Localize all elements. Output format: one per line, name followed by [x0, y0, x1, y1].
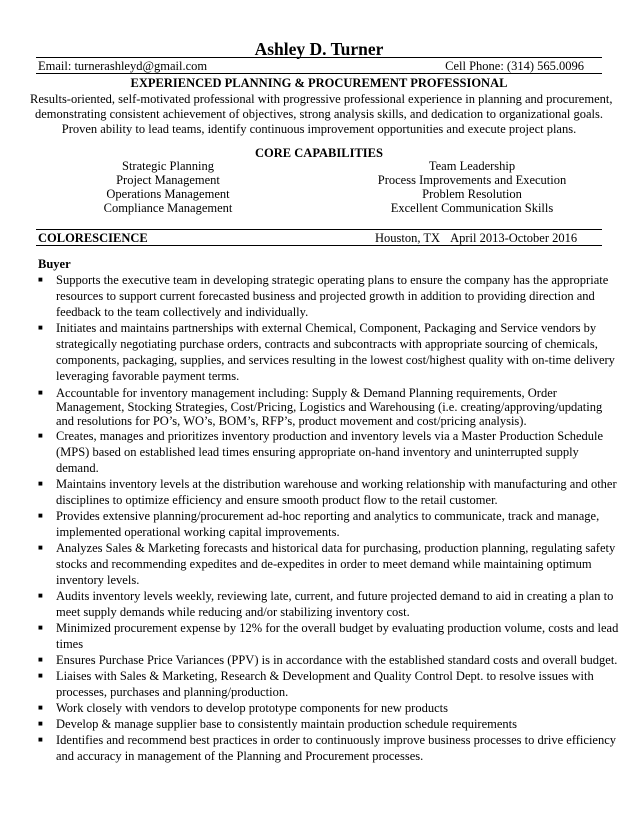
capability-item: Project Management: [116, 173, 220, 187]
responsibility-line: Identifies and recommend best practices in order to continuously improve business processes to drive efficiency: [56, 733, 617, 747]
capability-item: Compliance Management: [103, 201, 233, 215]
responsibility-line: Management, Stocking Strategies, Cost/Pricing, Logistics and Warehousing (i.e. creating/approving/updating: [56, 400, 603, 414]
bullet-square-icon: ■: [38, 479, 43, 488]
company-name: COLORESCIENCE: [38, 231, 148, 245]
responsibility-line: Minimized procurement expense by 12% for the overall budget by evaluating production volume, costs and lead: [56, 621, 619, 635]
responsibility-line: implemented operational working capital improvements.: [56, 525, 340, 539]
job-city: Houston, TX: [375, 231, 441, 245]
responsibility-item: [38, 652, 618, 668]
responsibility-line: inventory levels.: [56, 573, 140, 587]
summary-line: demonstrating consistent achievement of objectives, strong analysis skills, and dedication to organizational goals.: [34, 107, 604, 121]
responsibility-line: Accountable for inventory management including: Supply & Demand Planning requirements, Order: [56, 386, 557, 400]
bullet-square-icon: ■: [38, 543, 43, 552]
responsibility-line: demand.: [56, 461, 99, 475]
summary-line: Proven ability to lead teams, identify continuous improvement opportunities and execute project plans.: [61, 122, 577, 136]
responsibility-line: stocks and recommending expedites and de-expedites in order to meet demand while maintaining optimum: [56, 557, 592, 571]
responsibility-line: Supports the executive team in developing strategic operating plans to ensure the company has the appropriate: [56, 273, 609, 287]
responsibility-line: processes, purchases and planning/production.: [56, 685, 289, 699]
responsibility-item: [38, 540, 616, 588]
responsibility-line: leveraging favorable payment terms.: [56, 369, 240, 383]
capabilities-title: CORE CAPABILITIES: [255, 146, 383, 160]
bullet-square-icon: ■: [38, 703, 43, 712]
summary-section: [30, 92, 613, 137]
responsibility-line: feedback to the team collectively and individually.: [56, 305, 309, 319]
responsibility-line: Analyzes Sales & Marketing forecasts and historical data for purchasing, production planning, regulating safety: [56, 541, 616, 555]
responsibility-line: Initiates and maintains partnerships with external Chemical, Component, Packaging and Service vendors by: [56, 321, 597, 335]
responsibility-item: [38, 428, 608, 476]
responsibility-item: [38, 716, 608, 732]
capability-item: Team Leadership: [428, 159, 516, 173]
candidate-name: Ashley D. Turner: [254, 39, 384, 59]
bullet-square-icon: ■: [38, 671, 43, 680]
bullet-square-icon: ■: [38, 655, 43, 664]
capabilities-right-column: [372, 159, 572, 215]
experience-divider: [36, 229, 602, 230]
responsibility-line: Provides extensive planning/procurement ad-hoc reporting and analytics to communicate, track and manage,: [56, 509, 600, 523]
responsibility-item: [38, 668, 608, 700]
responsibility-line: disciplines to optimize efficiency and ensure smooth product flow to the retail customer.: [56, 493, 498, 507]
bullet-square-icon: ■: [38, 511, 43, 520]
capability-item: Process Improvements and Execution: [377, 173, 567, 187]
responsibility-item: [38, 732, 617, 764]
responsibility-item: [38, 588, 614, 620]
bullet-square-icon: ■: [38, 388, 43, 397]
bullet-square-icon: ■: [38, 591, 43, 600]
responsibility-line: times: [56, 637, 84, 651]
responsibility-item: [38, 620, 619, 652]
bullet-square-icon: ■: [38, 623, 43, 632]
bullet-square-icon: ■: [38, 275, 43, 284]
bullet-square-icon: ■: [38, 431, 43, 440]
responsibility-line: and resolutions for PO’s, WO’s, BOM’s, RFP’s, product movement and cost/pricing analysis).: [56, 414, 527, 428]
job-dates: April 2013-October 2016: [450, 231, 578, 245]
company-divider: [36, 245, 602, 246]
contact-divider: [36, 73, 602, 74]
responsibility-item: [38, 272, 608, 320]
responsibility-line: (MPS) based on established lead times ensuring appropriate on-hand inventory and uninterrupted supply: [56, 445, 579, 459]
bullet-square-icon: ■: [38, 719, 43, 728]
responsibility-item: [38, 386, 608, 428]
responsibility-item: [38, 320, 615, 384]
responsibility-item: [38, 476, 617, 508]
responsibility-item: [38, 508, 608, 540]
email-text: Email: turnerashleyd@gmail.com: [38, 59, 208, 73]
capability-item: Problem Resolution: [422, 187, 522, 201]
responsibility-line: Develop & manage supplier base to consistently maintain production schedule requirements: [56, 717, 517, 731]
responsibility-line: Liaises with Sales & Marketing, Research & Development and Quality Control Dept. to resolve issues with: [56, 669, 594, 683]
phone-text: Cell Phone: (314) 565.0096: [445, 59, 584, 73]
summary-line: Results-oriented, self-motivated professional with progressive professional experience in planning and procurement,: [30, 92, 613, 106]
professional-headline: EXPERIENCED PLANNING & PROCUREMENT PROFESSIONAL: [130, 76, 508, 90]
job-title: Buyer: [38, 257, 71, 271]
header-divider: [36, 57, 602, 58]
responsibility-line: and accuracy in management of the Planning and Procurement processes.: [56, 749, 424, 763]
responsibility-line: Maintains inventory levels at the distribution warehouse and working relationship with manufacturing and other: [56, 477, 617, 491]
capability-item: Operations Management: [106, 187, 230, 201]
capability-item: Excellent Communication Skills: [390, 201, 554, 215]
responsibility-item: [38, 700, 608, 716]
responsibility-line: Audits inventory levels weekly, reviewing late, current, and future projected demand to aid in creating a plan to: [56, 589, 614, 603]
bullet-square-icon: ■: [38, 323, 43, 332]
responsibility-line: strategically negotiating purchase orders, contracts and subcontracts with appropriate sourcing of chemicals,: [56, 337, 598, 351]
responsibilities-list: [38, 272, 619, 764]
responsibility-line: meet supply demands while reducing and/or stabilizing inventory cost.: [56, 605, 410, 619]
responsibility-line: Creates, manages and prioritizes inventory production and inventory levels via a Master Production Schedule: [56, 429, 604, 443]
bullet-square-icon: ■: [38, 735, 43, 744]
capabilities-left-column: [68, 159, 268, 215]
responsibility-line: Work closely with vendors to develop prototype components for new products: [56, 701, 448, 715]
job-location-dates: [375, 231, 577, 245]
responsibility-line: Ensures Purchase Price Variances (PPV) is in accordance with the established standard costs and overall budget.: [56, 653, 618, 667]
capability-item: Strategic Planning: [122, 159, 214, 173]
contact-row: [38, 59, 584, 73]
responsibility-line: resources to support current forecasted business and projected growth in addition to providing direction and: [56, 289, 595, 303]
responsibility-line: components, packaging, supplies, and services resulting in the lowest cost/highest quality with on-time delivery: [56, 353, 615, 367]
